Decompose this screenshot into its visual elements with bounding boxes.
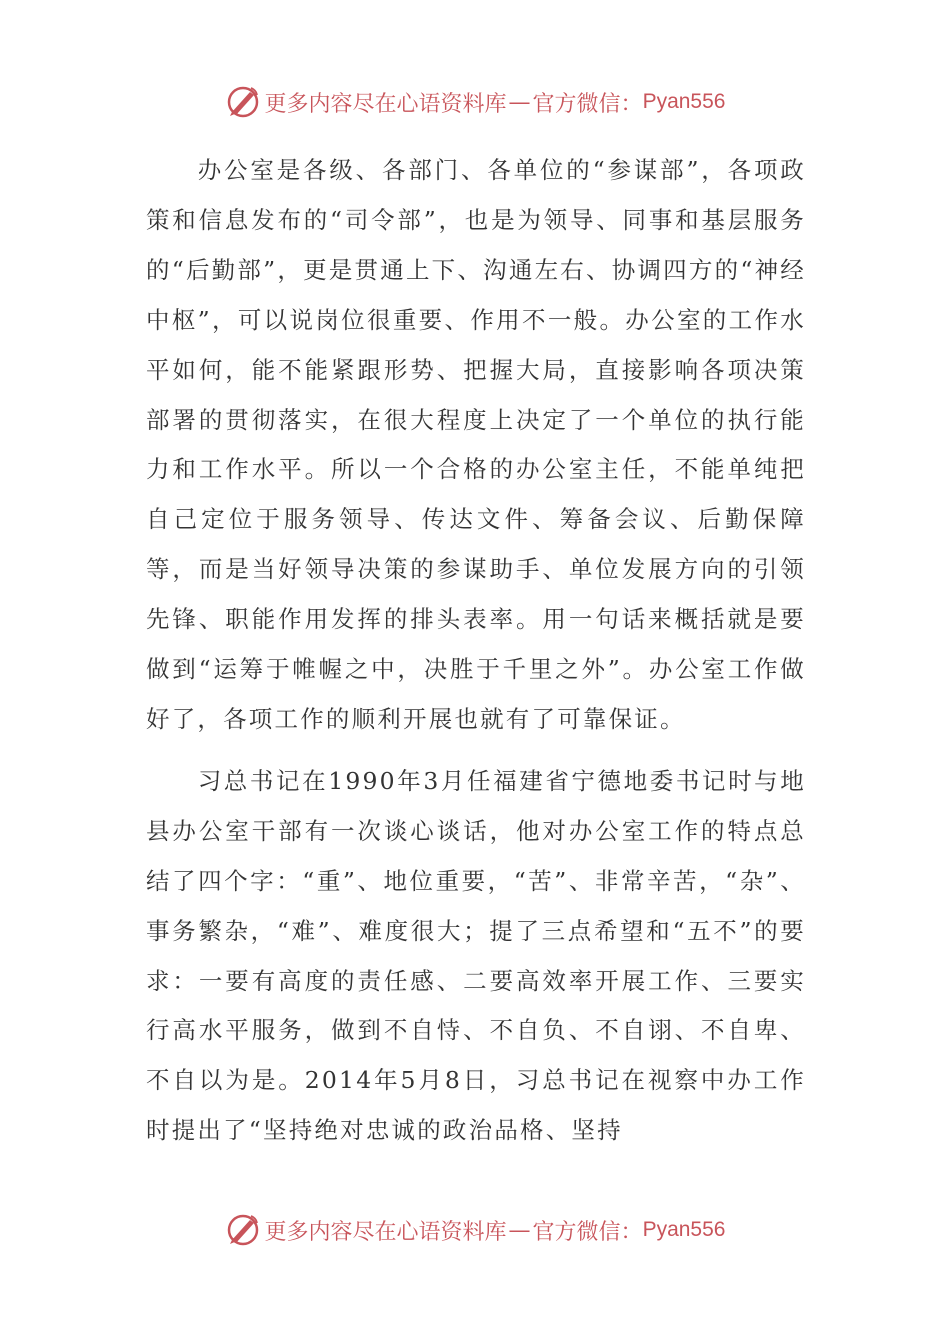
banner-wechat-label: 官方微信：	[532, 91, 643, 117]
banner-wechat-id: Pyan556	[642, 1218, 726, 1241]
pen-logo-icon	[225, 1212, 261, 1248]
paragraph-1: 办公室是各级、各部门、各单位的“参谋部”，各项政策和信息发布的“司令部”，也是为领导、同事和基层服务的“后勤部”，更是贯通上下、沟通左右、协调四方的“神经中枢”，可以说岗位很重要、作用不一般。办公室的工作水平如何，能不能紧跟形势、把握大局，直接影响各项决策部署的贯彻落实，在很大程度上决定了一个单位的执行能力和工作水平。所以一个合格的办公室主任，不能单纯把自己定位于服务领导、传达文件、筹备会议、后勤保障等，而是当好领导决策的参谋助手、单位发展方向的引领先锋、职能作用发挥的排头表率。用一句话来概括就是要做到“运筹于帷幄之中，决胜于千里之外”。办公室工作做好了，各项工作的顺利开展也就有了可靠保证。	[146, 156, 806, 733]
banner-wechat-label: 官方微信：	[532, 1219, 643, 1245]
paragraph-2: 习总书记在1990年3月任福建省宁德地委书记时与地县办公室干部有一次谈心谈话，他对办公室工作的特点总结了四个字：“重”、地位重要，“苦”、非常辛苦，“杂”、事务繁杂，“难”、难度很大；提了三点希望和“五不”的要求：一要有高度的责任感、二要高效率开展工作、三要实行高水平服务，做到不自恃、不自负、不自诩、不自卑、不自以为是。2014年5月8日，习总书记在视察中办工作时提出了“坚持绝对忠诚的政治品格、坚持	[146, 766, 806, 1145]
document-body	[146, 146, 806, 1156]
banner-site-text: 更多内容尽在心语资料库	[264, 1219, 507, 1245]
header-banner	[0, 82, 950, 122]
banner-wechat-id: Pyan556	[642, 90, 726, 113]
banner-separator: —	[508, 89, 531, 115]
footer-banner	[0, 1210, 950, 1250]
banner-site-text: 更多内容尽在心语资料库	[264, 91, 507, 117]
pen-logo-icon	[225, 84, 261, 120]
banner-separator: —	[508, 1217, 531, 1243]
